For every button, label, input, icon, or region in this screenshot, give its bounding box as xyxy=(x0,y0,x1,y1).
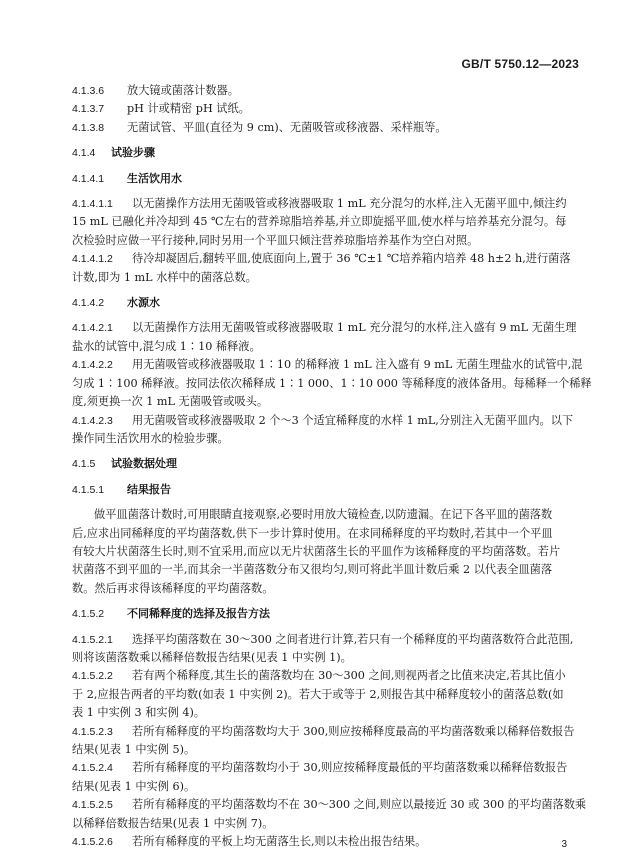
clause-text-line: 后,应求出同稀释度的平均菌落数,供下一步计算时使用。在求同稀释度的平均数时,若其中一个平皿 xyxy=(72,526,553,540)
standard-code-header: GB/T 5750.12—2023 xyxy=(461,57,579,71)
clause-number: 4.1.5.2.6 xyxy=(72,836,113,849)
clause-number: 4.1.4.1.1 xyxy=(72,198,113,211)
section-heading-4-1-4-1 xyxy=(72,170,578,188)
clause-number: 4.1.5.2.5 xyxy=(72,799,113,812)
clause-4-1-5-2-4 xyxy=(72,759,578,796)
clause-text-line: 以无菌操作方法用无菌吸管或移液器吸取 1 mL 充分混匀的水样,注入盛有 9 mL 无菌生理 xyxy=(132,321,577,335)
section-number: 4.1.4 xyxy=(72,147,96,160)
clause-text-line: 做平皿菌落计数时,可用眼睛直接观察,必要时用放大镜检查,以防遗漏。在记下各平皿的菌落数 xyxy=(94,508,553,522)
section-title: 不同稀释度的选择及报告方法 xyxy=(127,608,270,621)
clause-text-line: 于 2,应报告两者的平均数(如表 1 中实例 2)。若大于或等于 2,则报告其中稀释度较小的菌落总数(如 xyxy=(72,687,564,701)
page-number: 3 xyxy=(561,839,567,850)
clause-4-1-5-2-2 xyxy=(72,667,578,722)
clause-number: 4.1.3.7 xyxy=(72,103,105,116)
clause-4-1-4-1-1 xyxy=(72,195,578,250)
section-title: 结果报告 xyxy=(127,483,171,496)
clause-number: 4.1.5.2.3 xyxy=(72,725,113,738)
clause-text-line: 15 mL 已融化并冷却到 45 ℃左右的营养琼脂培养基,并立即旋摇平皿,使水样与培养基充分混匀。每 xyxy=(72,215,567,229)
clause-text-line: 结果(见表 1 中实例 6)。 xyxy=(72,779,196,793)
clause-text-line: 若所有稀释度的平均菌落数均小于 30,则应按稀释度最低的平均菌落数乘以稀释倍数报告 xyxy=(132,761,568,775)
clause-4-1-4-2-3 xyxy=(72,412,578,449)
section-heading-4-1-4 xyxy=(72,144,578,162)
clause-text-line: 结果(见表 1 中实例 5)。 xyxy=(72,743,196,756)
clause-text-line: 若所有稀释度的平均菌落数均大于 300,则应按稀释度最高的平均菌落数乘以稀释倍数报告 xyxy=(132,724,575,738)
clause-text-line: 匀成 1∶100 稀释液。按同法依次稀释成 1∶1 000、1∶10 000 等稀释度的液体备用。每稀释一个稀释 xyxy=(72,376,592,390)
section-number: 4.1.5.1 xyxy=(72,483,105,496)
clause-number: 4.1.3.8 xyxy=(72,121,105,134)
clause-number: 4.1.4.2.2 xyxy=(72,359,113,372)
section-heading-4-1-5-1 xyxy=(72,481,578,499)
clause-4-1-5-2-6 xyxy=(72,833,578,851)
clause-text-line: 表 1 中实例 3 和实例 4)。 xyxy=(72,706,205,720)
section-number: 4.1.5 xyxy=(72,458,96,471)
clause-text-line: 盐水的试管中,混匀成 1∶10 稀释液。 xyxy=(72,339,261,353)
clause-text-line: 用无菌吸管或移液器吸取 1∶10 的稀释液 1 mL 注入盛有 9 mL 无菌生理盐水的试管中,混 xyxy=(132,358,583,372)
clause-4-1-4-1-2 xyxy=(72,250,578,287)
section-title: 试验步骤 xyxy=(111,147,155,160)
clause-text-line: 次检验时应做一平行接种,同时另用一个平皿只倾注营养琼脂培养基作为空白对照。 xyxy=(72,233,479,247)
equipment-item xyxy=(72,100,578,118)
section-title: 生活饮用水 xyxy=(127,172,182,185)
clause-number: 4.1.3.6 xyxy=(72,85,105,97)
clause-number: 4.1.5.2.4 xyxy=(72,762,113,775)
clause-4-1-5-2-5 xyxy=(72,796,587,833)
section-number: 4.1.5.2 xyxy=(72,608,105,621)
clause-4-1-5-2-1 xyxy=(72,631,578,668)
clause-text-line: 选择平均菌落数在 30～300 之间者进行计算,若只有一个稀释度的平均菌落数符合此范围, xyxy=(132,632,574,646)
clause-number: 4.1.5.2.1 xyxy=(72,633,113,646)
clause-text-line: 若有两个稀释度,其生长的菌落数均在 30～300 之间,则视两者之比值来决定,若其比值小 xyxy=(132,669,566,683)
section-heading-4-1-5-2 xyxy=(72,605,578,623)
clause-number: 4.1.4.1.2 xyxy=(72,253,113,266)
clause-text-line: 则将该菌落数乘以稀释倍数报告结果(见表 1 中实例 1)。 xyxy=(72,650,352,664)
equipment-item xyxy=(72,119,578,137)
section-heading-4-1-4-2 xyxy=(72,294,578,312)
clause-text: pH 计或精密 pH 试纸。 xyxy=(127,102,250,116)
clause-4-1-4-2-1 xyxy=(72,319,578,356)
clause-number: 4.1.4.2.1 xyxy=(72,322,113,335)
section-number: 4.1.4.2 xyxy=(72,297,105,310)
clause-4-1-5-1-body xyxy=(72,506,578,598)
equipment-item xyxy=(72,82,578,100)
clause-4-1-4-2-2 xyxy=(72,356,592,411)
document-body xyxy=(72,82,592,851)
clause-text-line: 若所有稀释度的平板上均无菌落生长,则以未检出报告结果。 xyxy=(132,835,427,849)
section-title: 水源水 xyxy=(127,297,160,310)
clause-text-line: 用无菌吸管或移液器吸取 2 个～3 个适宜稀释度的水样 1 mL,分别注入无菌平皿内。以下 xyxy=(132,413,574,427)
clause-text-line: 以无菌操作方法用无菌吸管或移液器吸取 1 mL 充分混匀的水样,注入无菌平皿中,倾注约 xyxy=(132,197,567,211)
clause-text-line: 有较大片状菌落生长时,则不宜采用,而应以无片状菌落生长的平皿作为该稀释度的平均菌落数。若片 xyxy=(72,544,561,558)
clause-text: 放大镜或菌落计数器。 xyxy=(127,84,239,97)
clause-number: 4.1.5.2.2 xyxy=(72,670,113,683)
clause-number: 4.1.4.2.3 xyxy=(72,414,113,427)
clause-text-line: 计数,即为 1 mL 水样中的菌落总数。 xyxy=(72,270,257,284)
clause-text-line: 操作同生活饮用水的检验步骤。 xyxy=(72,431,229,445)
clause-text-line: 数。然后再求得该稀释度的平均菌落数。 xyxy=(72,581,274,595)
clause-text-line: 以稀释倍数报告结果(见表 1 中实例 7)。 xyxy=(72,816,274,830)
clause-text-line: 状菌落不到平皿的一半,而其余一半菌落数分布又很均匀,则可将此半皿计数后乘 2 以代表全皿菌落 xyxy=(72,563,553,577)
clause-4-1-5-2-3 xyxy=(72,723,578,760)
clause-text-line: 度,须更换一次 1 mL 无菌吸管或吸头。 xyxy=(72,395,269,409)
section-number: 4.1.4.1 xyxy=(72,172,105,185)
section-heading-4-1-5 xyxy=(72,455,578,473)
section-title: 试验数据处理 xyxy=(111,458,177,471)
clause-text: 无菌试管、平皿(直径为 9 cm)、无菌吸管或移液器、采样瓶等。 xyxy=(127,120,447,134)
clause-text-line: 待冷却凝固后,翻转平皿,使底面向上,置于 36 ℃±1 ℃培养箱内培养 48 h±2 h,进行菌落 xyxy=(132,252,571,266)
clause-text-line: 若所有稀释度的平均菌落数均不在 30～300 之间,则应以最接近 30 或 300 的平均菌落数乘 xyxy=(132,798,587,812)
